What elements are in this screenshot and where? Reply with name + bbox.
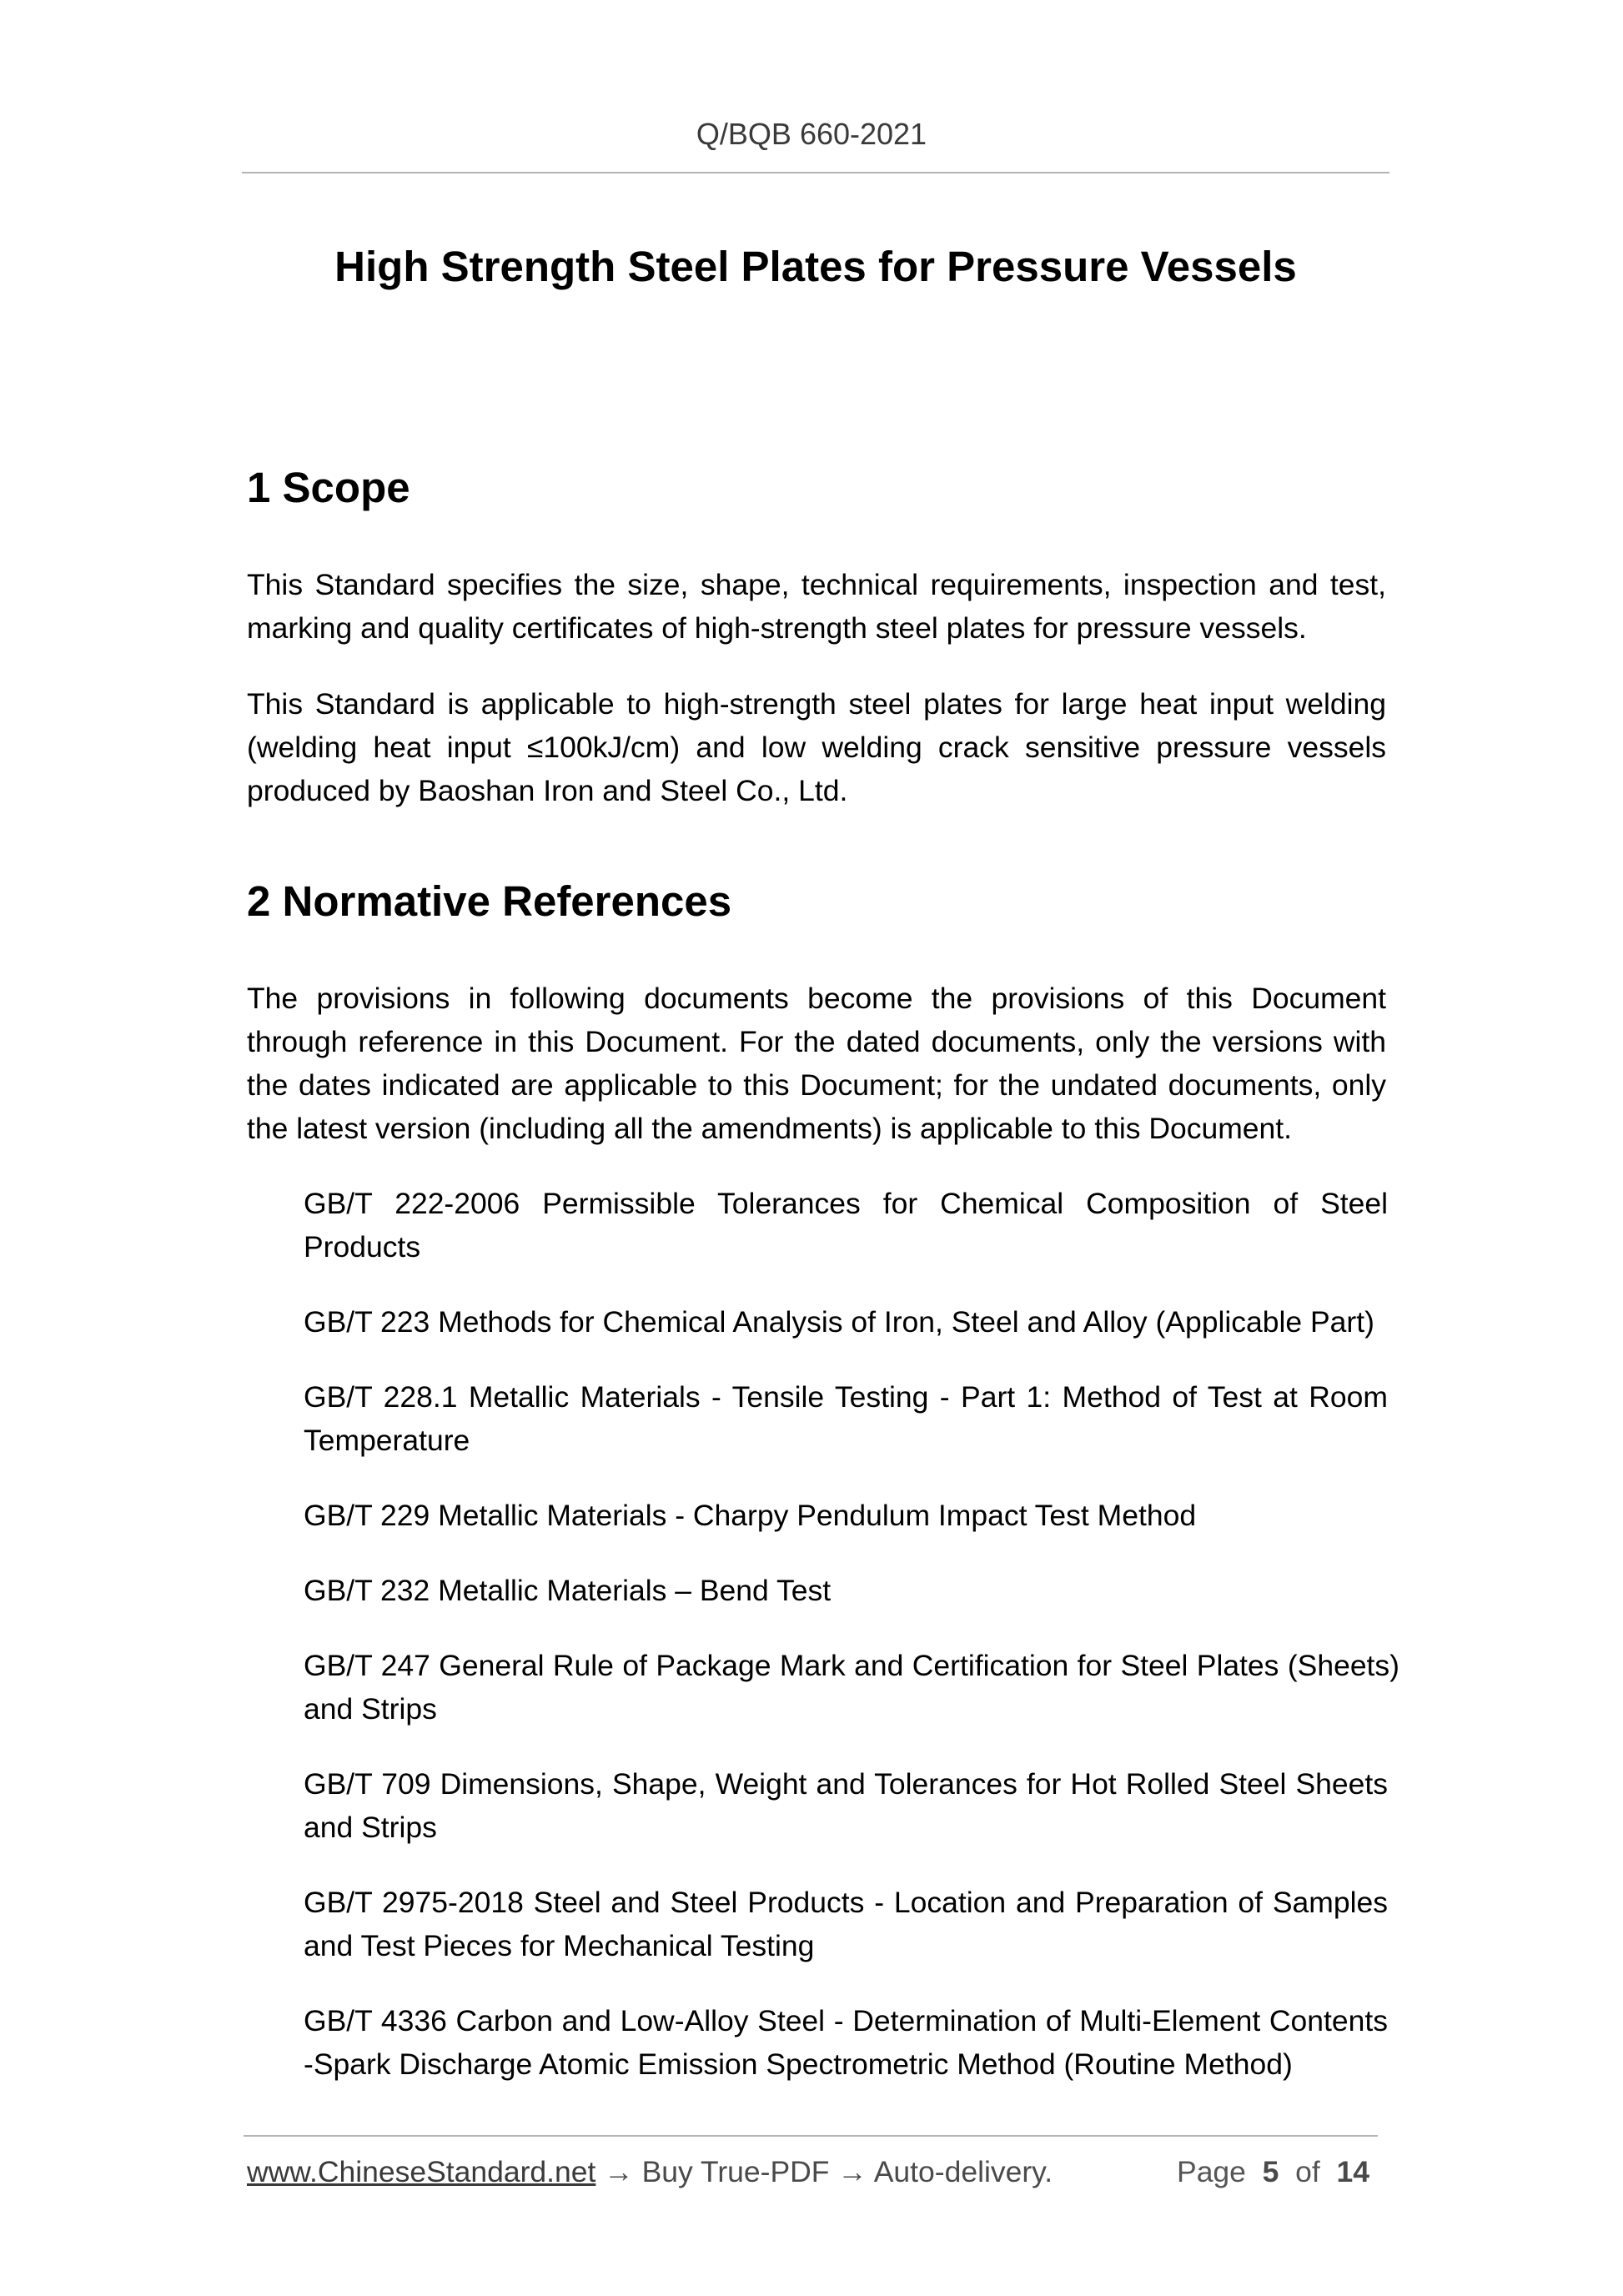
page-of-label: of [1295,2155,1320,2188]
current-page-number: 5 [1262,2155,1279,2188]
reference-item: GB/T 232 Metallic Materials – Bend Test [304,1574,832,1607]
reference-list [304,1182,1399,2118]
section-heading-scope: 1 Scope [247,464,410,511]
scope-paragraph-2: This Standard is applicable to high-strength steel plates for large heat input welding (welding heat input ≤100kJ/cm) and low welding crack sensitive pressure vessels produced by Baoshan Iron and Steel Co., Ltd. [247,687,1386,807]
header-divider [242,172,1389,173]
reference-item: GB/T 229 Metallic Materials - Charpy Pendulum Impact Test Method [304,1499,1197,1532]
page-label: Page [1177,2155,1246,2188]
reference-item: GB/T 247 General Rule of Package Mark and Certification for Steel Plates (Sheets) and Strips [304,1649,1399,1726]
page-footer [247,2155,1378,2189]
normative-references-intro: The provisions in following documents become the provisions of this Document through reference in this Document. For the dated documents, only the versions with the dates indicated are applicable to this Document; for the undated documents, only the latest version (including all the amendments) is applicable to this Document. [247,982,1386,1145]
scope-paragraph-1: This Standard specifies the size, shape, technical requirements, inspection and test, marking and quality certificates of high-strength steel plates for pressure vessels. [247,568,1386,645]
footer-promo-text: → Buy True-PDF → Auto-delivery. [595,2155,1053,2188]
reference-item: GB/T 222-2006 Permissible Tolerances for Chemical Composition of Steel Products [304,1187,1388,1264]
document-title: High Strength Steel Plates for Pressure Vessels [334,243,1297,290]
reference-item: GB/T 2975-2018 Steel and Steel Products - Location and Preparation of Samples and Test Pieces for Mechanical Testing [304,1886,1388,1962]
document-code-header: Q/BQB 660-2021 [696,117,927,151]
reference-item: GB/T 228.1 Metallic Materials - Tensile Testing - Part 1: Method of Test at Room Temperature [304,1380,1388,1457]
website-link[interactable]: www.ChineseStandard.net [247,2155,596,2188]
footer-divider [244,2135,1378,2137]
reference-item: GB/T 223 Methods for Chemical Analysis of Iron, Steel and Alloy (Applicable Part) [304,1305,1374,1339]
section-heading-normative-references: 2 Normative References [247,877,732,925]
reference-item: GB/T 709 Dimensions, Shape, Weight and Tolerances for Hot Rolled Steel Sheets and Strips [304,1767,1388,1844]
total-page-number: 14 [1336,2155,1369,2188]
reference-item: GB/T 4336 Carbon and Low-Alloy Steel - Determination of Multi-Element Contents -Spark Discharge Atomic Emission Spectrometric Method (Routine Method) [304,2004,1388,2081]
page-indicator [1177,2155,1369,2189]
